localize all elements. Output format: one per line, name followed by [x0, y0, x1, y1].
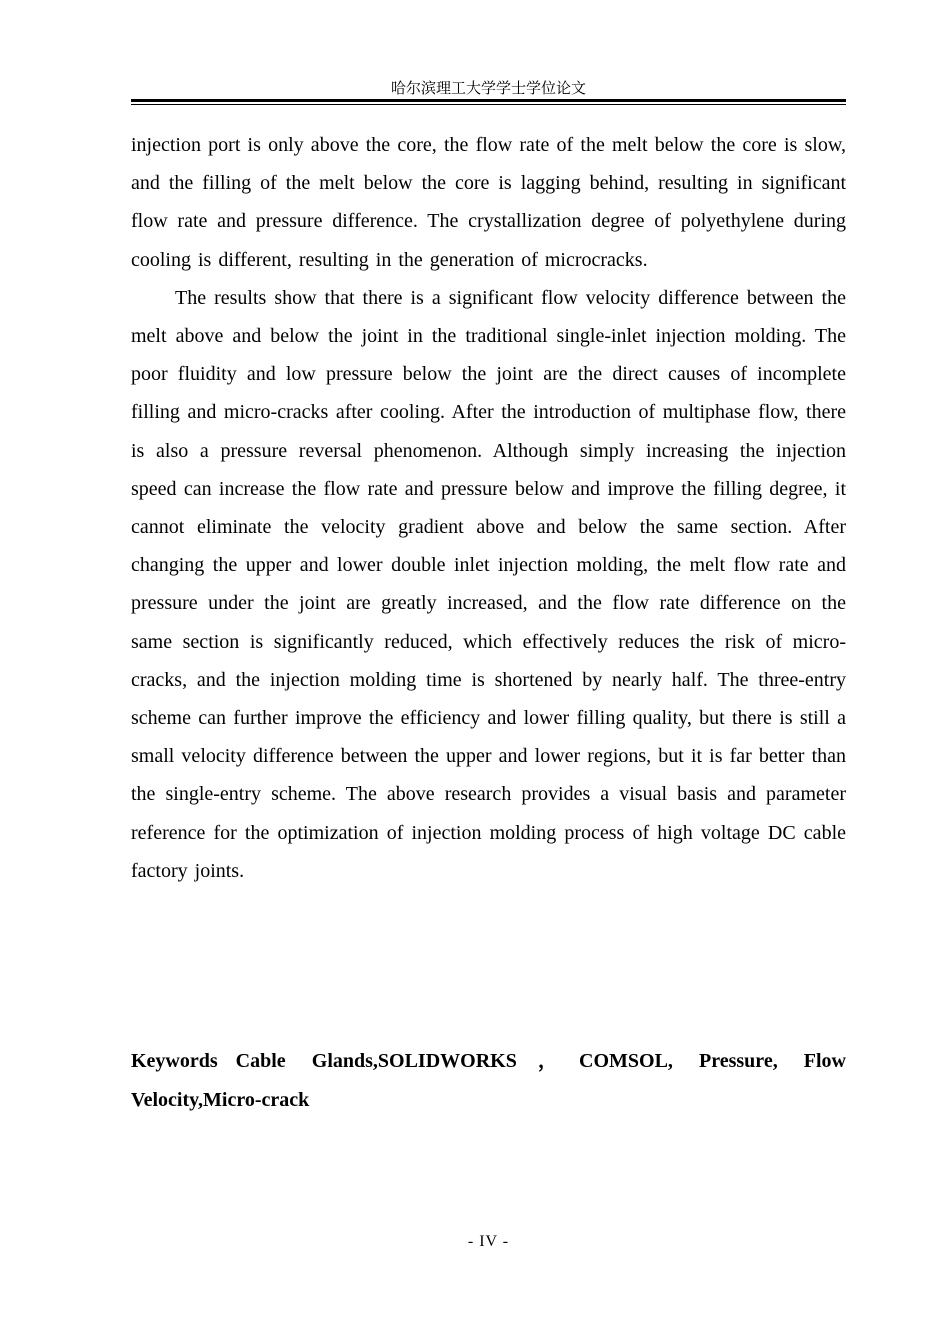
keywords-label: Keywords [131, 1050, 218, 1072]
keywords-block [131, 1042, 846, 1120]
running-header: 哈尔滨理工大学学士学位论文 [390, 79, 586, 97]
keywords-text: Cable Glands,SOLIDWORKS，COMSOL, Pressure, Flow Velocity,Micro-crack [131, 1050, 846, 1111]
header-rule-thin [131, 104, 846, 105]
paragraph-continued: injection port is only above the core, the flow rate of the melt below the core is slow, and the filling of the melt below the core is lagging behind, resulting in significant flow rate and pressure difference. The crystallization degree of polyethylene during cooling is different, resulting in the generation of microcracks. [131, 134, 846, 271]
header-rule-thick [131, 99, 846, 102]
paragraph-results: The results show that there is a significant flow velocity difference between the melt above and below the joint in the traditional single-inlet injection molding. The poor fluidity and low pressure below the joint are the direct causes of incomplete filling and micro-cracks after cooling. After the introduction of multiphase flow, there is also a pressure reversal phenomenon. Although simply increasing the injection speed can increase the flow rate and pressure below and improve the filling degree, it cannot eliminate the velocity gradient above and below the same section. After changing the upper and lower double inlet injection molding, the melt flow rate and pressure under the joint are greatly increased, and the flow rate difference on the same section is significantly reduced, which effectively reduces the risk of micro-cracks, and the injection molding time is shortened by nearly half. The three-entry scheme can further improve the efficiency and lower filling quality, but there is still a small velocity difference between the upper and lower regions, but it is far better than the single-entry scheme. The above research provides a visual basis and parameter reference for the optimization of injection molding process of high voltage DC cable factory joints. [131, 286, 846, 882]
abstract-body [131, 126, 846, 890]
page-number: - IV - [467, 1233, 510, 1250]
